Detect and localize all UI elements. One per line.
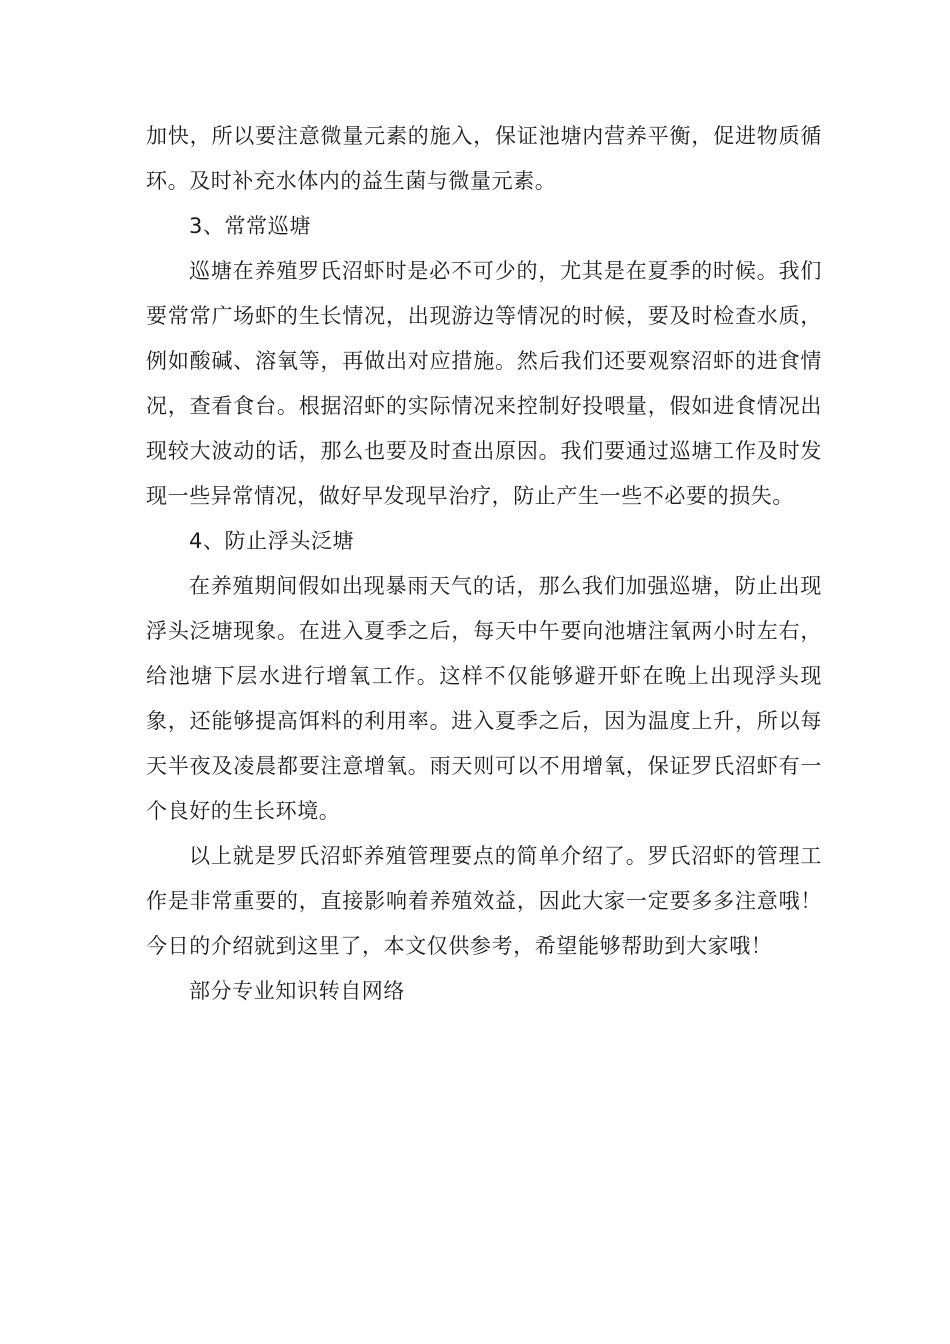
paragraph-floating: 在养殖期间假如出现暴雨天气的话，那么我们加强巡塘，防止出现浮头泛塘现象。在进入夏季之后，每天中午要向池塘注氧两小时左右，给池塘下层水进行增氧工作。这样不仅能够避开虾在晚上出现浮头现象，还能够提高饵料的利用率。进入夏季之后，因为温度上升，所以每天半夜及凌晨都要注意增氧。雨天则可以不用增氧，保证罗氏沼虾有一个良好的生长环境。 (146, 574, 822, 823)
section-heading-floating: 4、防止浮头泛塘 (189, 529, 355, 553)
section-heading-patrol: 3、常常巡塘 (189, 214, 311, 238)
paragraph-summary: 以上就是罗氏沼虾养殖管理要点的简单介绍了。罗氏沼虾的管理工作是非常重要的，直接影响着养殖效益，因此大家一定要多多注意哦！今日的介绍就到这里了，本文仅供参考，希望能够帮助到大家哦！ (146, 844, 822, 958)
paragraph-source-note: 部分专业知识转自网络 (189, 979, 405, 1003)
paragraph-patrol: 巡塘在养殖罗氏沼虾时是必不可少的，尤其是在夏季的时候。我们要常常广场虾的生长情况，出现游边等情况的时候，要及时检查水质，例如酸碱、溶氧等，再做出对应措施。然后我们还要观察沼虾的进食情况，查看食台。根据沼虾的实际情况来控制好投喂量，假如进食情况出现较大波动的话，那么也要及时查出原因。我们要通过巡塘工作及时发现一些异常情况，做好早发现早治疗，防止产生一些不必要的损失。 (146, 259, 822, 508)
paragraph-continued: 加快，所以要注意微量元素的施入，保证池塘内营养平衡，促进物质循环。及时补充水体内的益生菌与微量元素。 (146, 124, 822, 193)
document-body (146, 114, 822, 1014)
